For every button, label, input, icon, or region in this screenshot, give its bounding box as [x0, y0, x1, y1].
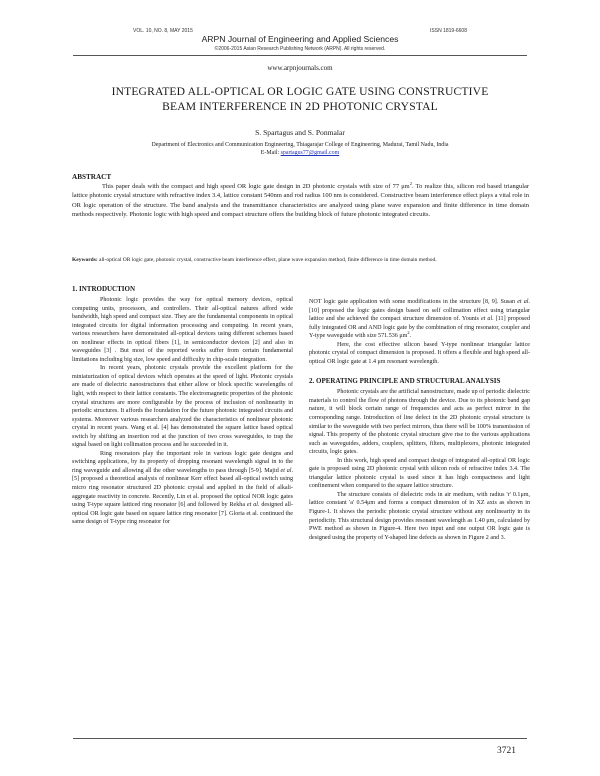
title-line-2: BEAM INTERFERENCE IN 2D PHOTONIC CRYSTAL: [162, 100, 438, 113]
journal-name: ARPN Journal of Engineering and Applied Sciences: [201, 34, 399, 44]
paper-title: [60, 84, 540, 114]
right-column: [309, 298, 530, 542]
intro-p3-b: . [5] proposed a theoretical analysis of nonlinear Kerr effect based all-optical switch using micro ring resonator structured 2D photonic crystal and applied in the field of alkali-aggregate reactivity in concrete. Recently, Lin et al. proposed the optical NOR logic gates using T-type square latticed ring resonator [6] and followed by Rekha: [72, 467, 294, 509]
section-2-paragraph-3: The structure consists of dielectric rods in air medium, with radius 'r' 0.1μm, lattice constant 'a' 0.54μm and forms a compact dimension of in XZ axis as shown in Figure-1. It shows the periodic photonic crystal structure without any nonlinearity in its periodicity. This structural design provides resonant wavelength as 1.40 μm, calculated by PWE method as shown in Figure-4. Here two input and one output OR logic gate is designed using the property of Y-shaped line defects as shown in Figure 2 and 3.: [309, 491, 530, 541]
left-column: [72, 285, 293, 527]
copyright-line: ©2006-2015 Asian Research Publishing Network (ARPN). All rights reserved.: [214, 46, 386, 52]
right-paragraph-2: Here, the cost effective silicon based Y-type nonlinear triangular lattice photonic crystal of compact dimension is proposed. It offers a flexible and high speed all-optical OR logic gate at 1.4 μm resonant wavelength.: [309, 341, 530, 365]
section-2-heading: 2. OPERATING PRINCIPLE AND STRUCTURAL ANALYSIS: [309, 377, 501, 386]
right-p1-sup: 2: [407, 330, 410, 336]
section-2-paragraph-1: Photonic crystals are the artificial nanostructure, made up of periodic dielectric materials to control the flow of photons through the device. Due to its photonic band gap nature, it will block certain range of frequencies and acts as perfect mirror in the corresponding range. Introduction of line defect in the 2D photonic crystal structure is similar to the waveguide with two perfect mirrors, thus there will be 100% transmission of signal. This property of the photonic crystal structure give rise to the various applications such as waveguides, adders, couplers, splitters, filters, multiplexers, photonic integrated circuits, logic gates.: [309, 389, 530, 456]
journal-url: www.arpnjournals.com: [267, 64, 333, 72]
affiliation: Department of Electronics and Communication Engineering, Thiagarajar College of Engineering, Madurai, Tamil Nadu, India: [151, 142, 449, 148]
page-number: 3721: [497, 746, 516, 756]
email-link[interactable]: spartagus77@gmail.com: [280, 150, 340, 157]
issn: ISSN 1819-6608: [430, 28, 467, 34]
intro-paragraph-1: Photonic logic provides the way for optical memory devices, optical computing units, processors, and controllers. Their all-optical natures afford wide bandwidth, high speed and compact size. They are the fundamental components in optical integrated circuits for digital information processing and computing. In recent years, various researchers have demonstrated all-optical devices using different schemes based on nonlinear effects in optical fibers [1], in semiconductor devices [2] and also in waveguides [3] . But most of the reported works suffer from certain fundamental limitations including big size, low speed and difficulty in chip-scale integration.: [72, 297, 293, 363]
intro-paragraph-3: [72, 450, 293, 527]
intro-paragraph-2: In recent years, photonic crystals provide the excellent platform for the miniaturization of optical devices which operates at the speed of light. Photonic crystals are made of dielectric nanostructures that either allow or block specific wavelengths of light, with respect to their lattice constants. The electromagnetic properties of the photonic crystal structures are more configurable by the process of inclusion of nonlinearity in periodic structures. It affords the foundation for the future photonic integrated circuits and systems. Moreover various researchers analyzed the characteristics of nonlinear photonic crystal in recent years. Wang et al. [4] has demonstrated the square lattice based optical switch by shifting an insertion rod at the junction of two cross waveguides, to trap the signal based on light collimation process and he succeeded in it.: [72, 365, 293, 449]
keywords: [72, 256, 529, 264]
abstract-sup: 2: [409, 180, 412, 186]
footer-divider: [73, 738, 527, 739]
authors: S. Spartagus and S. Ponmalar: [255, 128, 345, 137]
intro-heading: 1. INTRODUCTION: [72, 285, 136, 293]
abstract-part-2: . To realize this, silicon rod based triangular lattice photonic crystal structure with refractive index 3.4, lattice constant 540nm and rod radius 100 nm is considered. Constructive beam interference effect plays a vital role in OR logic operation of the structure. The band analysis and the transmittance characteristics are analyzed using plane wave expansion and finite difference in time domain methods respectively. Photonic logic with high speed and compact structure offers the building block of future photonic integrated circuits.: [72, 183, 529, 218]
right-p1-etal-1: et al.: [517, 299, 530, 305]
section-2-paragraph-2: In this work, high speed and compact design of integrated all-optical OR logic gate is proposed using 2D photonic crystal with silicon rods of refractive index 3.4. The triangular lattice photonic crystal is used since it has high compactness and light confinement when compared to the square lattice structure.: [309, 457, 530, 490]
right-p1-c: . [11] proposed fully integrated OR and AND logic gate by the combination of ring resonator, coupler and Y-type waveguide with size 571.536 μm: [309, 316, 530, 340]
header-divider: [73, 55, 527, 56]
abstract-heading: ABSTRACT: [72, 173, 112, 181]
abstract-text: [72, 182, 529, 219]
title-line-1: INTEGRATED ALL-OPTICAL OR LOGIC GATE USING CONSTRUCTIVE: [111, 85, 489, 98]
email-line: [40, 149, 560, 157]
intro-p3-a: Ring resonators play the important role in various logic gate designs and switching applications, by its property of dropping resonant wavelength signal in to the ring waveguide and allowing all the other wavelengths to pass through [5-9]. Majid: [72, 450, 293, 474]
abstract-part-1: This paper deals with the compact and high speed OR logic gate design in 2D photonic crystals with size of 77 μm: [102, 183, 410, 190]
intro-p3-etal-2: et al.: [246, 502, 260, 509]
email-label: E-Mail:: [260, 150, 281, 157]
keywords-text: all-optical OR logic gate, photonic crystal, constructive beam interference effect, plane wave expansion method, finite difference in time domain method.: [97, 257, 437, 263]
intro-p3-c: designed all-optical OR logic gate based on square lattice ring resonator [7]. Gloria et al. continued the same design of T-type ring resonator for: [72, 502, 293, 526]
volume-info: VOL. 10, NO. 8, MAY 2015: [133, 28, 193, 34]
right-p1-etal-2: et al: [480, 316, 493, 323]
keywords-label: Keywords:: [72, 257, 98, 263]
right-p1-d: .: [409, 333, 412, 340]
right-p1-b: [10] proposed the logic gates design based on self collimation effect using triangular lattice and she achieved the compact structure dimension of. Younis: [309, 307, 530, 323]
right-p1-a: NOT logic gate application with some modifications in the structure [8, 9]. Susan: [309, 299, 518, 305]
right-paragraph-1: [309, 298, 530, 341]
affiliation-block: [40, 141, 560, 158]
intro-p3-etal-1: et al: [280, 467, 292, 474]
